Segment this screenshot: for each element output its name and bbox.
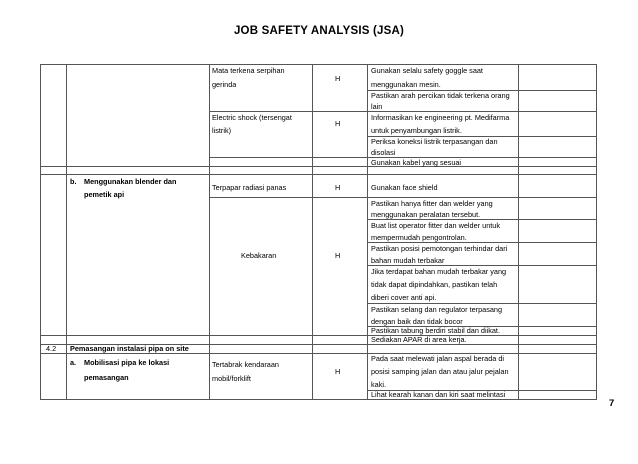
subtask-title: Mobilisasi pipa ke lokasi bbox=[84, 358, 170, 367]
control-text: posisi samping jalan dan atau jalur pejalan bbox=[371, 367, 509, 376]
hazard-text: Electric shock (tersengat bbox=[212, 113, 292, 122]
risk-level: H bbox=[335, 119, 341, 128]
row-divider bbox=[40, 174, 597, 175]
control-text: Pastikan tabung berdiri stabil dan diikat. bbox=[371, 326, 500, 335]
table-border-bottom bbox=[40, 399, 597, 400]
control-text: Periksa koneksi listrik terpasangan dan bbox=[371, 137, 498, 146]
control-text: Lihat kearah kanan dan kiri saat melintasi bbox=[371, 390, 506, 399]
control-text: Pastikan hanya fitter dan welder yang bbox=[371, 199, 493, 208]
section-number: 4.2 bbox=[46, 344, 57, 353]
risk-level: H bbox=[335, 367, 341, 376]
row-divider bbox=[209, 197, 596, 198]
hazard-text: Mata terkena serpihan bbox=[212, 66, 285, 75]
hazard-text: Tertabrak kendaraan bbox=[212, 360, 279, 369]
row-divider bbox=[40, 353, 597, 354]
hazard-text: Kebakaran bbox=[241, 251, 277, 260]
control-text: lain bbox=[371, 102, 383, 111]
control-text: Informasikan ke engineering pt. Medifarma bbox=[371, 113, 510, 122]
subtask-title: Menggunakan blender dan bbox=[84, 177, 177, 186]
column-divider bbox=[66, 64, 67, 400]
control-text: menggunakan mesin. bbox=[371, 80, 441, 89]
control-text: Pastikan selang dan regulator terpasang bbox=[371, 305, 503, 314]
subtask-title: pemasangan bbox=[84, 373, 129, 382]
control-text: dengan baik dan tidak bocor bbox=[371, 317, 463, 326]
subtask-label: a. bbox=[70, 358, 77, 367]
hazard-text: listrik) bbox=[212, 126, 232, 135]
control-text: Buat list operator fitter dan welder untuk bbox=[371, 221, 500, 230]
control-text: diberi cover anti api. bbox=[371, 293, 437, 302]
hazard-text: gerinda bbox=[212, 80, 237, 89]
table-border-right bbox=[596, 64, 597, 400]
control-text: untuk penyambungan listrik. bbox=[371, 126, 462, 135]
row-divider bbox=[209, 111, 596, 112]
row-divider bbox=[367, 303, 596, 304]
control-text: bahan mudah terbakar bbox=[371, 256, 445, 265]
control-text: Gunakan selalu safety goggle saat bbox=[371, 66, 483, 75]
hazard-text: Terpapar radiasi panas bbox=[212, 183, 287, 192]
control-text: Pastikan posisi pemotongan terhindar dari bbox=[371, 244, 508, 253]
subtask-title: pemetik api bbox=[84, 190, 125, 199]
table-border-top bbox=[40, 64, 597, 65]
table-border-left bbox=[40, 64, 41, 400]
risk-level: H bbox=[335, 251, 341, 260]
control-text: Jika terdapat bahan mudah terbakar yang bbox=[371, 267, 507, 276]
row-divider bbox=[367, 219, 596, 220]
row-divider bbox=[367, 242, 596, 243]
document-title: JOB SAFETY ANALYSIS (JSA) bbox=[233, 25, 405, 37]
column-divider bbox=[312, 64, 313, 400]
control-text: Pastikan arah percikan tidak terkena orang bbox=[371, 91, 510, 100]
row-divider bbox=[40, 166, 597, 167]
control-text: disolasi bbox=[371, 148, 396, 157]
page-number: 7 bbox=[609, 398, 615, 409]
column-divider bbox=[518, 64, 519, 400]
control-text: menggunakan peralatan tersebut. bbox=[371, 210, 481, 219]
risk-level: H bbox=[335, 183, 341, 192]
control-text: kaki. bbox=[371, 380, 387, 389]
control-text: mempermudah pengontrolan. bbox=[371, 233, 467, 242]
subtask-label: b. bbox=[70, 177, 77, 186]
hazard-text: mobil/forklift bbox=[212, 374, 251, 383]
control-text: tidak dapat dipindahkan, pastikan telah bbox=[371, 280, 498, 289]
section-title: Pemasangan instalasi pipa on site bbox=[70, 344, 189, 353]
row-divider bbox=[40, 335, 597, 336]
column-divider bbox=[367, 64, 368, 400]
control-text: Gunakan face shield bbox=[371, 183, 438, 192]
row-divider bbox=[367, 265, 596, 266]
risk-level: H bbox=[335, 74, 341, 83]
control-text: Gunakan kabel yang sesuai bbox=[371, 158, 462, 167]
control-text: Sediakan APAR di area kerja. bbox=[371, 335, 467, 344]
column-divider bbox=[209, 64, 210, 400]
control-text: Pada saat melewati jalan aspal berada di bbox=[371, 354, 505, 363]
